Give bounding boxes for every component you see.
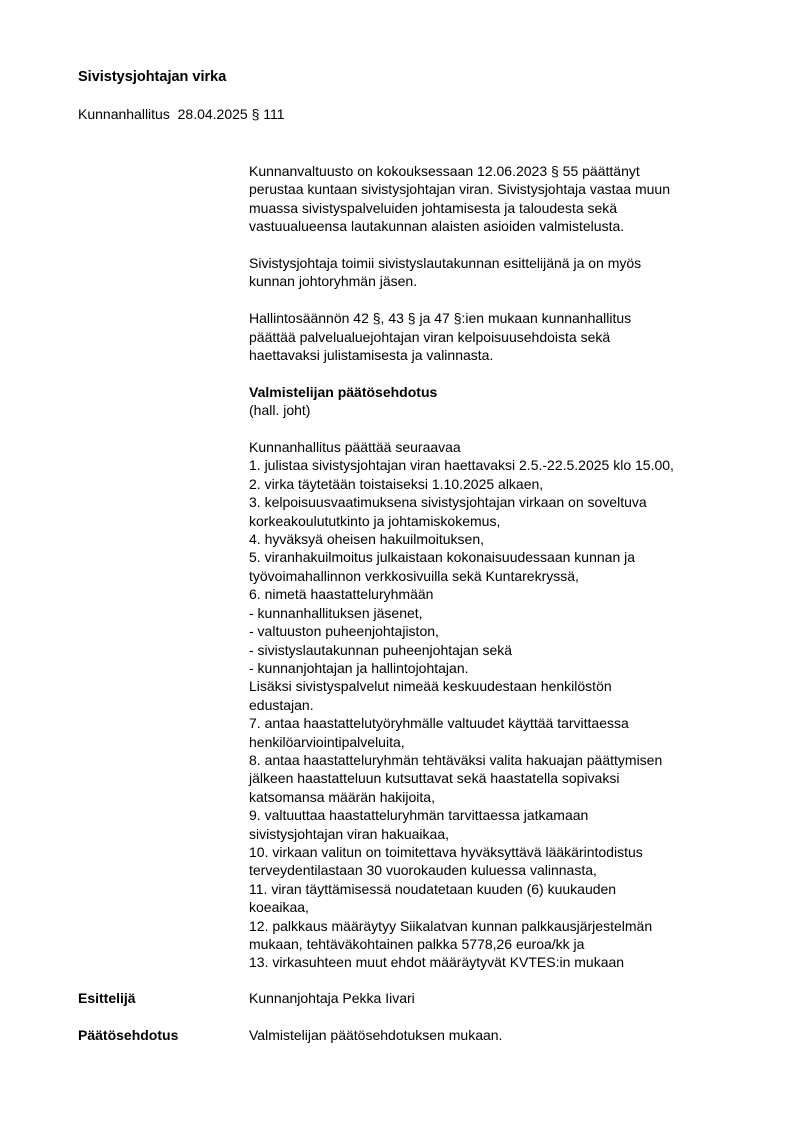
proposal-line: - kunnanhallituksen jäsenet, xyxy=(249,604,423,621)
text-line: kunnan johtoryhmän jäsen. xyxy=(249,273,418,290)
proposal-line: - sivistyslautakunnan puheenjohtajan sekä xyxy=(249,641,513,658)
decision-label: Päätösehdotus xyxy=(78,1027,179,1043)
presenter-value: Kunnanjohtaja Pekka Iivari xyxy=(249,990,415,1006)
proposal-line: 8. antaa haastatteluryhmän tehtäväksi valita hakuajan päättymisen xyxy=(249,751,663,768)
proposal-line: koeaikaa, xyxy=(249,899,309,916)
text-line: muassa sivistyspalveluiden johtamisesta ja taloudesta sekä xyxy=(249,199,618,216)
proposal-line: mukaan, tehtäväkohtainen palkka 5778,26 euroa/kk ja xyxy=(249,936,585,952)
proposal-heading-block xyxy=(249,383,749,420)
proposal-line: - kunnanjohtajan ja hallintojohtajan. xyxy=(249,659,469,676)
proposal-line: henkilöarviointipalveluita, xyxy=(249,733,405,750)
proposal-list xyxy=(249,438,749,972)
proposal-line: Lisäksi sivistyspalvelut nimeää keskuudestaan henkilöstön xyxy=(249,678,612,695)
proposal-line: Kunnanhallitus päättää seuraavaa xyxy=(249,439,461,456)
intro-paragraph-1 xyxy=(249,162,749,236)
text-line: perustaa kuntaan sivistysjohtajan viran. Sivistysjohtaja vastaa muun xyxy=(249,181,670,198)
proposal-heading: Valmistelijan päätösehdotus xyxy=(249,383,438,400)
proposal-line: sivistysjohtajan viran hakuaikaa, xyxy=(249,825,449,842)
text-line: Kunnanvaltuusto on kokouksessaan 12.06.2023 § 55 päättänyt xyxy=(249,163,640,179)
proposal-line: 13. virkasuhteen muut ehdot määräytyvät KVTES:in mukaan xyxy=(249,954,625,971)
intro-paragraph-3 xyxy=(249,309,749,364)
proposal-line: 1. julistaa sivistysjohtajan viran haettavaksi 2.5.-22.5.2025 klo 15.00, xyxy=(249,457,674,474)
proposal-line: katsomansa määrän hakijoita, xyxy=(249,788,435,805)
proposal-line: työvoimahallinnon verkkosivuilla sekä Kuntarekryssä, xyxy=(249,567,579,584)
proposal-line: edustajan. xyxy=(249,696,314,713)
proposal-line: 5. viranhakuilmoitus julkaistaan kokonaisuudessaan kunnan ja xyxy=(249,549,636,566)
text-line: Hallintosäännön 42 §, 43 § ja 47 §:ien mukaan kunnanhallitus xyxy=(249,310,632,327)
proposal-line: 6. nimetä haastatteluryhmään xyxy=(249,586,434,603)
decision-value: Valmistelijan päätösehdotuksen mukaan. xyxy=(249,1027,503,1043)
document-body xyxy=(249,162,749,972)
text-line: päättää palvelualuejohtajan viran kelpoisuusehdoista sekä xyxy=(249,328,611,345)
meeting-reference: Kunnanhallitus 28.04.2025 § 111 xyxy=(78,106,285,122)
intro-paragraph-2 xyxy=(249,254,749,291)
document-title: Sivistysjohtajan virka xyxy=(78,69,227,85)
proposal-line: 7. antaa haastattelutyöryhmälle valtuudet käyttää tarvittaessa xyxy=(249,715,629,732)
proposal-line: 4. hyväksyä oheisen hakuilmoituksen, xyxy=(249,531,485,548)
proposal-line: jälkeen haastatteluun kutsuttavat sekä haastatella sopivaksi xyxy=(249,770,620,787)
proposal-preparer: (hall. joht) xyxy=(249,402,311,419)
presenter-label: Esittelijä xyxy=(78,990,136,1006)
proposal-line: terveydentilastaan 30 vuorokauden kuluessa valinnasta, xyxy=(249,862,597,879)
text-line: Sivistysjohtaja toimii sivistyslautakunnan esittelijänä ja on myös xyxy=(249,255,642,272)
proposal-line: 11. viran täyttämisessä noudatetaan kuuden (6) kuukauden xyxy=(249,880,617,897)
proposal-line: korkeakoulututkinto ja johtamiskokemus, xyxy=(249,512,501,529)
proposal-line: 12. palkkaus määräytyy Siikalatvan kunnan palkkausjärjestelmän xyxy=(249,917,653,934)
proposal-line: 2. virka täytetään toistaiseksi 1.10.2025 alkaen, xyxy=(249,475,544,492)
proposal-line: - valtuuston puheenjohtajiston, xyxy=(249,623,439,640)
proposal-line: 9. valtuuttaa haastatteluryhmän tarvittaessa jatkamaan xyxy=(249,807,589,824)
text-line: haettavaksi julistamisesta ja valinnasta. xyxy=(249,347,494,364)
proposal-line: 10. virkaan valitun on toimitettava hyväksyttävä lääkärintodistus xyxy=(249,843,643,860)
proposal-line: 3. kelpoisuusvaatimuksena sivistysjohtajan virkaan on soveltuva xyxy=(249,494,647,511)
text-line: vastuualueensa lautakunnan alaisten asioiden valmistelusta. xyxy=(249,218,625,235)
